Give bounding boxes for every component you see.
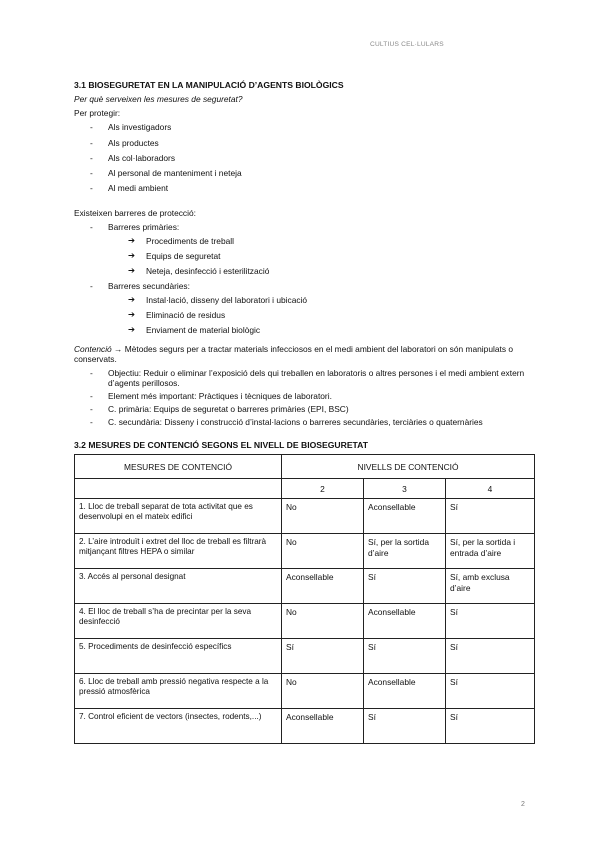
arrow-right-icon: ➔ — [128, 265, 136, 276]
table-row: 6. Lloc de treball amb pressió negativa respecte a la pressió atmosfèrica No Aconsellable Sí — [75, 674, 535, 709]
barriers-list — [74, 222, 534, 336]
section-title-containment-levels: 3.2 MESURES DE CONTENCIÓ SEGONS EL NIVELL DE BIOSEGURETAT — [74, 440, 368, 451]
containment-definition: Contenció → Mètodes segurs per a tractar materials infecciosos en el medi ambient del laboratori on són manipulats o conservats. — [74, 343, 513, 364]
arrow-right-icon: ➔ — [128, 235, 136, 246]
list-item: ➔ Enviament de material biològic — [128, 324, 261, 336]
document-body — [74, 80, 534, 744]
list-item: - Element més important: Pràctiques i tècniques de laboratori. — [90, 390, 332, 401]
protect-list — [74, 122, 534, 192]
arrow-right-icon: ➔ — [128, 309, 136, 320]
table-row: 4. El lloc de treball s’ha de precintar per la seva desinfecció No Aconsellable Sí — [75, 604, 535, 639]
table-row: 1. Lloc de treball separat de tota activitat que es desenvolupi en el mateix edifici No Aconsellable Sí — [75, 499, 535, 534]
section-title-biosafety: 3.1 BIOSEGURETAT EN LA MANIPULACIÓ D’AGENTS BIOLÒGICS — [74, 80, 344, 90]
barriers-intro: Existeixen barreres de protecció: — [74, 207, 196, 218]
question-line: Per què serveixen les mesures de seguretat? — [74, 94, 243, 105]
list-item: ➔ Eliminació de residus — [128, 309, 226, 321]
secondary-barriers: - Barreres secundàries: ➔ Instal·lació, disseny del laboratori i ubicació ➔ Eliminació de residus ➔ Enviament de material biològic — [74, 281, 534, 335]
level-header: 4 — [446, 479, 535, 499]
table-row: 3. Accés al personal designat Aconsellable Sí Sí, amb exclusa d’aire — [75, 569, 535, 604]
arrow-right-icon: ➔ — [128, 294, 136, 305]
table-row: 5. Procediments de desinfecció específics Sí Sí Sí — [75, 639, 535, 674]
containment-levels-table — [74, 454, 535, 744]
list-item: - C. primària: Equips de seguretat o barreres primàries (EPI, BSC) — [90, 403, 349, 414]
list-item: - Al personal de manteniment i neteja — [90, 167, 242, 178]
list-item: ➔ Procediments de treball — [128, 235, 234, 247]
primary-barriers: - Barreres primàries: ➔ Procediments de treball ➔ Equips de seguretat ➔ Neteja, desinfecció i esterilització — [74, 222, 534, 276]
level-header: 2 — [282, 479, 364, 499]
list-item: - Al medi ambient — [90, 182, 169, 193]
list-item: - Objectiu: Reduir o eliminar l’exposició dels qui treballen en laboratoris o altres persones i el medi ambient extern d’agents perillosos. — [90, 367, 525, 388]
table-row: 7. Control eficient de vectors (insectes, rodents,...) Aconsellable Sí Sí — [75, 709, 535, 744]
running-header: CULTIUS CEL·LULARS — [370, 41, 444, 48]
page-number: 2 — [521, 801, 525, 808]
table-row: 2. L’aire introduït i extret del lloc de treball es filtrarà mitjançant filtres HEPA o similar No Sí, per la sortida d’aire Sí, per la sortida i entrada d’aire — [75, 534, 535, 569]
header-measures: MESURES DE CONTENCIÓ — [75, 455, 282, 479]
list-item: ➔ Neteja, desinfecció i esterilització — [128, 265, 270, 277]
list-item: - Als productes — [90, 137, 159, 148]
level-header: 3 — [364, 479, 446, 499]
protect-intro: Per protegir: — [74, 108, 121, 119]
list-item: - Als investigadors — [90, 122, 172, 133]
list-item: - C. secundària: Disseny i construcció d’instal·lacions o barreres secundàries, terciàries o quaternàries — [90, 417, 483, 428]
header-levels: NIVELLS DE CONTENCIÓ — [282, 455, 535, 479]
list-item: ➔ Instal·lació, disseny del laboratori i ubicació — [128, 294, 308, 306]
arrow-right-icon: ➔ — [128, 324, 136, 335]
list-item: - Als col·laboradors — [90, 152, 176, 163]
arrow-right-icon: ➔ — [128, 250, 136, 261]
list-item: ➔ Equips de seguretat — [128, 250, 221, 262]
empty-cell — [75, 479, 282, 499]
containment-list — [74, 368, 534, 427]
